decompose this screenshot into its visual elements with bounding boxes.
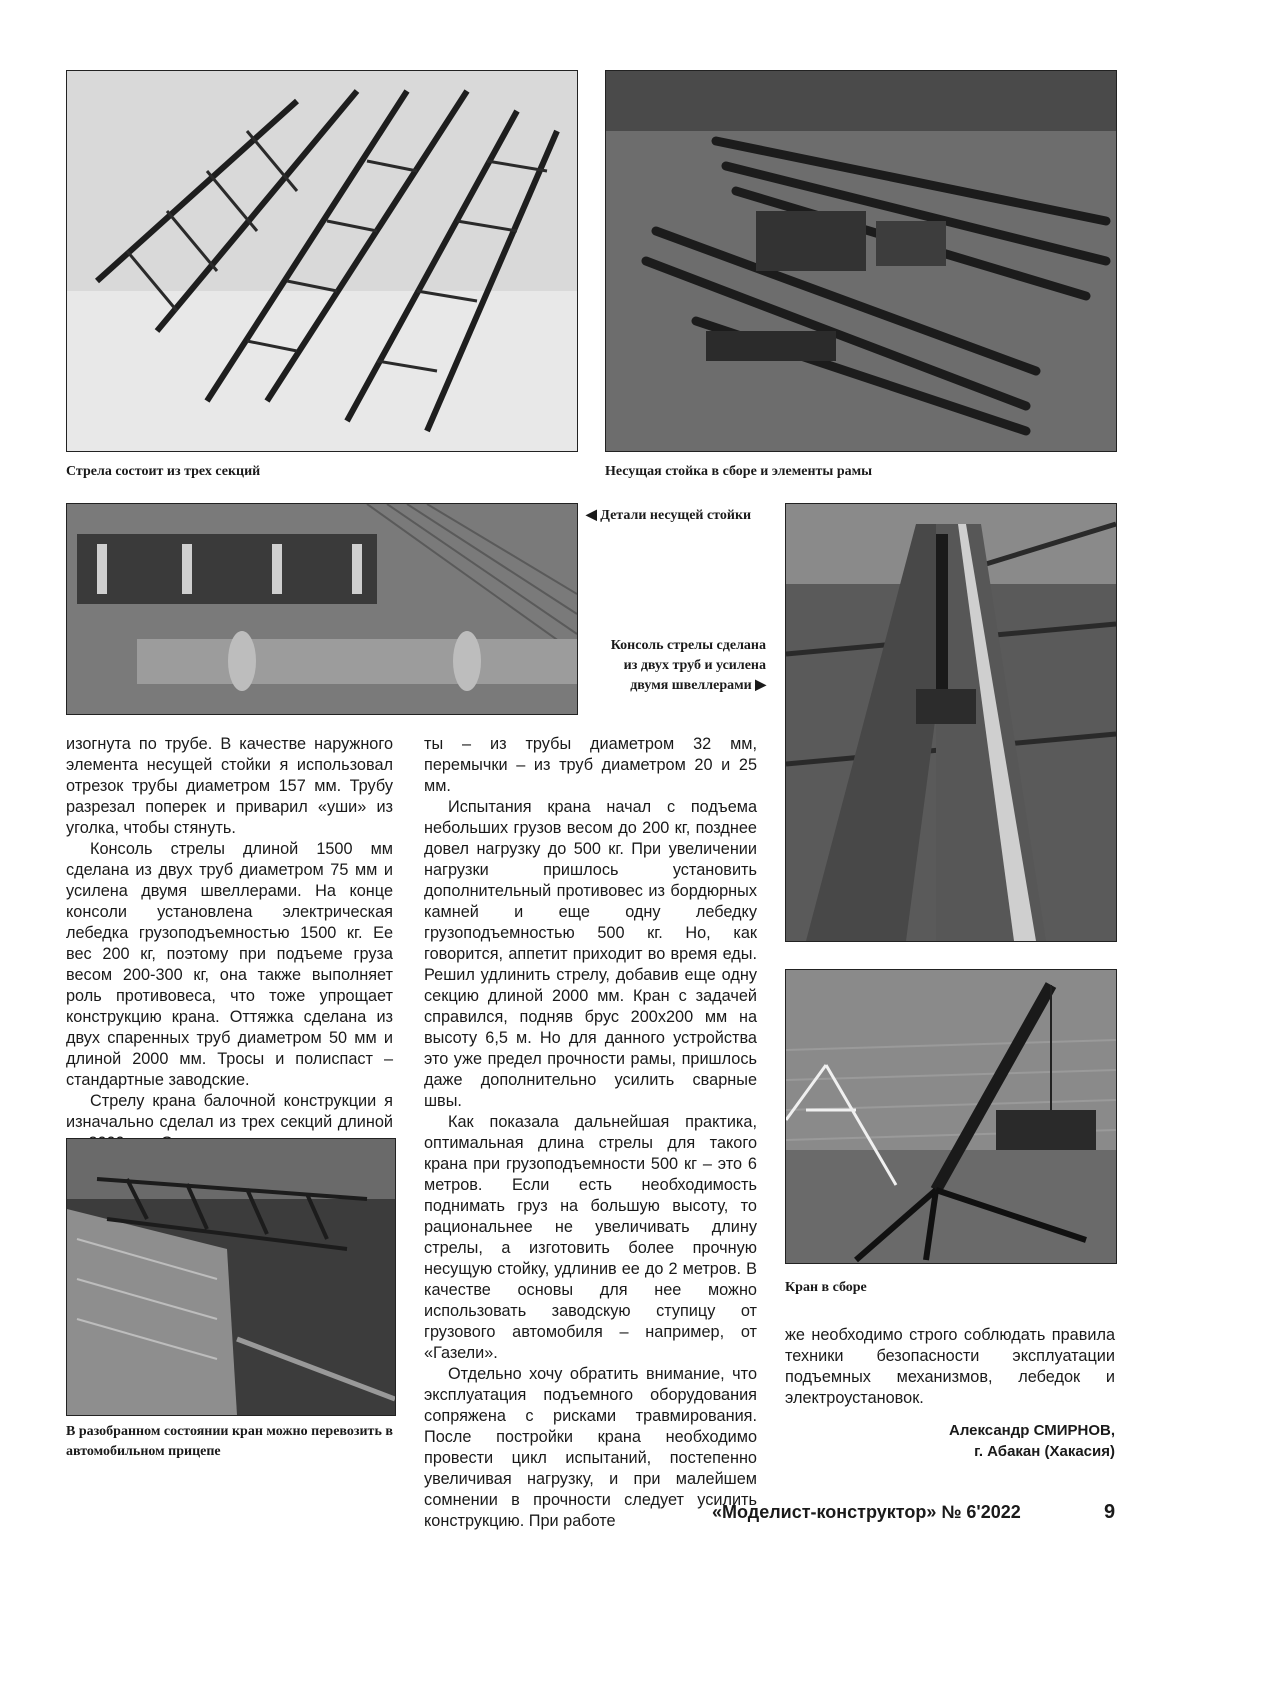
caption-assembled: Кран в сборе [785, 1280, 867, 1295]
paragraph: Как показала дальнейшая практика, оптимальная длина стрелы для такого крана при грузоподъемности 500 кг – это 6 метров. Если есть необходимость поднимать груз на большую высоту, то рациональнее не увеличивать длину стрелы, а изготовить более прочную несущую стойку, удлинив ее до 2 метров. В качестве основы для нее можно использовать заводскую ступицу от грузового автомобиля – например, от «Газели». [424, 1113, 757, 1362]
photo-crane-disassembled [66, 1138, 396, 1416]
photo-boom-console [785, 503, 1117, 942]
paragraph: Отдельно хочу обратить внимание, что эксплуатация подъемного оборудования сопряжена с рисками травмирования. После постройки крана необходимо провести цикл испытаний, постепенно увеличивая нагрузку, и при малейшем сомнении в прочности следует усилить конструкцию. При работе [424, 1365, 757, 1530]
page-number: 9 [1104, 1501, 1116, 1523]
paragraph: Стрелу крана балочной конструкции я изначально сделал из трех секций длиной [66, 1092, 393, 1131]
article-column-2 [424, 734, 757, 1532]
caption-boom-sections: Стрела состоит из трех секций [66, 464, 261, 479]
paragraph: же необходимо строго соблюдать правила техники безопасности эксплуатации подъемных механизмов, лебедок и электроустановок. [785, 1326, 1115, 1407]
author-signature [785, 1420, 1115, 1462]
paragraph: Консоль стрелы длиной 1500 мм сделана из двух труб диаметром 75 мм и усилена двумя швеллерами. На конце консоли установлена электрическая лебедка грузоподъемностью 1500 кг. Ее вес 200 кг, поэтому при подъеме груза весом 200-300 кг, она также выполняет роль противовеса, что тоже упрощает конструкцию крана. Оттяжка сделана из двух спаренных труб диаметром 50 мм и длиной 2000 мм. Тросы и полиспаст – стандартные заводские. [66, 840, 393, 1089]
photo-mast-parts [66, 503, 578, 715]
photo-crane-assembled [785, 969, 1117, 1264]
paragraph: Испытания крана начал с подъема небольших грузов весом до 200 кг, позднее довел нагрузку до 500 кг. При увеличении нагрузки пришлось установить дополнительный противовес из бордюрных камней и еще одну лебедку грузоподъемностью 500 кг. Но, как говорится, аппетит приходит во время еды. Решил удлинить стрелу, добавив еще одну секцию длиной 2000 мм. Кран с задачей справился, подняв брус 200х200 мм на высоту 6,5 м. Но для данного устройства это уже предел прочности рамы, пришлось даже дополнительно усилить сварные швы. [424, 798, 757, 1110]
caption-disassembled: В разобранном состоянии кран можно перевозить в автомобильном прицепе [66, 1424, 393, 1459]
right-arrow-icon: ▶ [755, 678, 766, 693]
caption-mast-frame: Несущая стойка в сборе и элементы рамы [605, 464, 873, 479]
paragraph: изогнута по трубе. В качестве наружного элемента несущей стойки я использовал отрезок трубы диаметром 157 мм. Трубу разрезал поперек и приварил «уши» из уголка, чтобы стянуть. [66, 735, 393, 837]
paragraph: ты – из трубы диаметром 32 мм, перемычки – из труб диаметром 20 и 25 мм. [424, 735, 757, 795]
author-city: г. Абакан (Хакасия) [974, 1443, 1115, 1460]
article-column-3 [785, 1325, 1115, 1409]
left-arrow-icon: ◀ [586, 508, 597, 523]
magazine-title: «Моделист-конструктор» № 6'2022 [712, 1502, 1021, 1522]
caption-mast-parts: ◀ Детали несущей стойки [586, 508, 752, 523]
article-column-1 [66, 734, 393, 1154]
photo-mast-frame [605, 70, 1117, 452]
caption-boom-console: Консоль стрелы сделана из двух труб и усилена двумя швеллерами ▶ [610, 638, 766, 693]
photo-boom-sections [66, 70, 578, 452]
author-name: Александр СМИРНОВ, [948, 1422, 1115, 1439]
